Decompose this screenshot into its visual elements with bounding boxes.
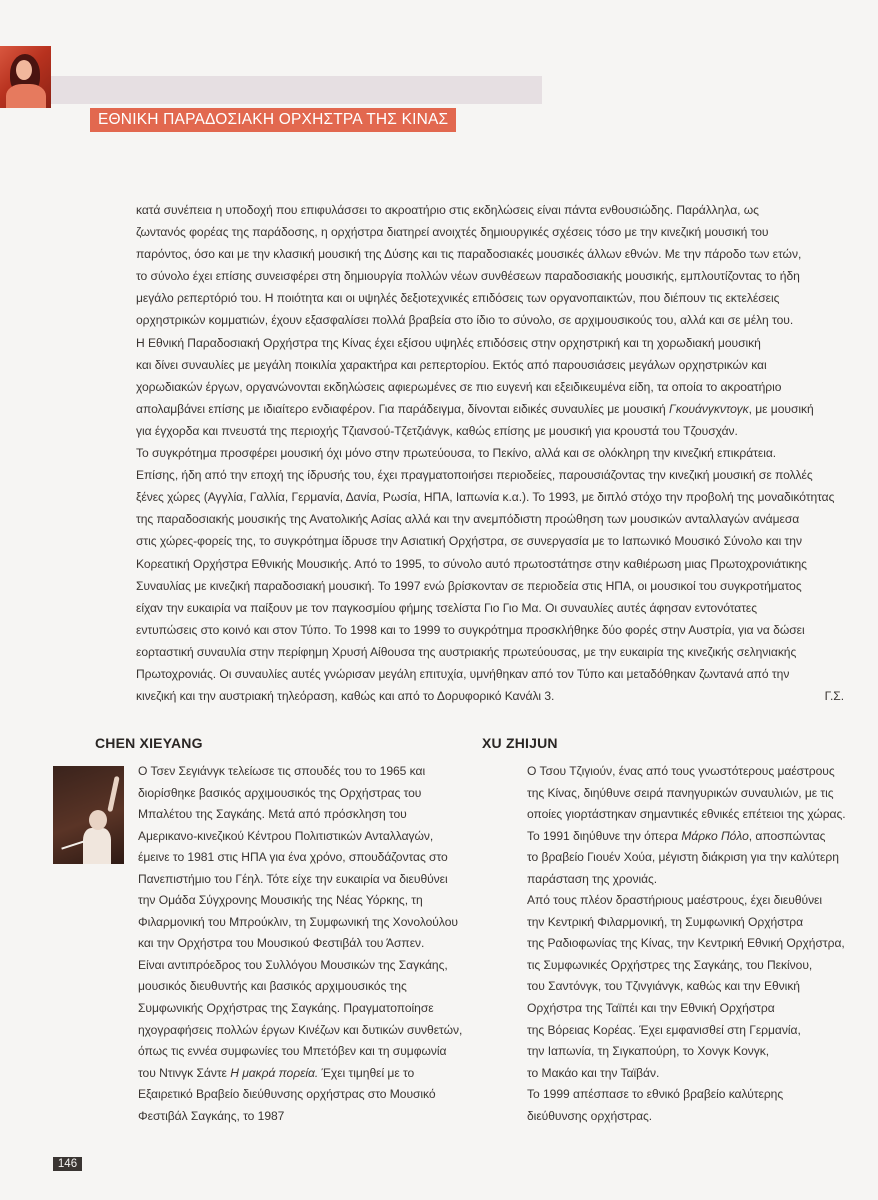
text-line: Η Εθνική Παραδοσιακή Ορχήστρα της Κίνας έχει εξίσου υψηλές επιδόσεις στην ορχηστρική και τη χορωδιακή μουσική bbox=[136, 335, 761, 350]
text-line bbox=[136, 398, 844, 420]
text-line: εορταστική συναυλία στην περίφημη Χρυσή Αίθουσα της αυστριακής πρωτεύουσας, με την ευκαιρία της κινεζικής σεληνιακής bbox=[136, 644, 797, 659]
text-line: την Κεντρική Φιλαρμονική, τη Συμφωνική Ορχήστρα bbox=[527, 914, 804, 929]
text-line: ξένες χώρες (Αγγλία, Γαλλία, Γερμανία, Δανία, Ρωσία, ΗΠΑ, Ιαπωνία κ.α.). Το 1993, με διπλό στόχο την προβολή της μοναδικότητας bbox=[136, 490, 835, 505]
text-line: μεγάλο ρεπερτόριό του. Η ποιότητα και οι υψηλές δεξιοτεχνικές επιδόσεις των οργανοπαικτών, που διέπουν τις εκτελέσεις bbox=[136, 291, 780, 306]
text-line: Μπαλέτου της Σαγκάης. Μετά από πρόσκληση του bbox=[138, 807, 407, 822]
text-segment: απολαμβάνει επίσης με ιδιαίτερο ενδιαφέρον. Για παράδειγμα, δίνονται ειδικές συναυλίες με μουσική bbox=[136, 401, 670, 416]
text-line: Ο Τσεν Σεγιάνγκ τελείωσε τις σπουδές του το 1965 και bbox=[138, 764, 426, 778]
text-line: ζωντανός φορέας της παράδοσης, η ορχήστρα διατηρεί ανοιχτές δημιουργικές σχέσεις τόσο με την κινεζική μουσική του bbox=[136, 225, 769, 240]
text-line: στις χώρες-φορείς της, το συγκρότημα ίδρυσε την Ασιατική Ορχήστρα, σε συνεργασία με το Ιαπωνικό Μουσικό Σύνολο και την bbox=[136, 534, 802, 549]
text-line: την Ομάδα Σύγχρονης Μουσικής της Νέας Υόρκης, τη bbox=[138, 893, 423, 908]
section-title: ΕΘΝΙΚΗ ΠΑΡΑΔΟΣΙΑΚΗ ΟΡΧΗΣΤΡΑ ΤΗΣ ΚΙΝΑΣ bbox=[90, 108, 456, 132]
text-line: της παραδοσιακής μουσικής της Ανατολικής Ασίας αλλά και την ανεμπόδιστη προώθηση των μουσικών ανταλλαγών ανάμεσα bbox=[136, 512, 800, 527]
text-italic: Γκουάνγκντογκ bbox=[669, 401, 749, 416]
text-line: χορωδιακών έργων, οργανώνονται εκδηλώσεις αφιερωμένες σε πιο ευγενή και εξειδικευμένα είδη, τα οποία το ακροατήριο bbox=[136, 379, 782, 394]
text-line: Ο Τσου Τζιγιούν, ένας από τους γνωστότερους μαέστρους bbox=[527, 764, 835, 778]
text-line: ορχηστρικών κομματιών, έχουν εξασφαλίσει πολλά βραβεία στο ίδιο το σύνολο, σε αρχιμουσικούς του, αλλά και σε μέλη του. bbox=[136, 313, 794, 328]
text-line: Εξαιρετικό Βραβείο διεύθυνσης ορχήστρας στο Μουσικό bbox=[138, 1087, 436, 1102]
text-line: είχαν την ευκαιρία να παίξουν με τον παγκοσμίου φήμης τσελίστα Γιο Γιο Μα. Οι συναυλίες αυτές άφησαν εντονότατες bbox=[136, 600, 758, 615]
text-italic: Η μακρά πορεία. bbox=[230, 1065, 319, 1080]
text-line bbox=[527, 826, 846, 848]
text-segment: του Ντινγκ Σάντε bbox=[138, 1065, 231, 1080]
text-line: την Ιαπωνία, τη Σιγκαπούρη, το Χονγκ Κονγκ, bbox=[527, 1044, 770, 1059]
conductor-photo bbox=[53, 766, 124, 864]
text-line: Από τους πλέον δραστήριους μαέστρους, έχει διευθύνει bbox=[527, 893, 823, 908]
text-line: μουσικός διευθυντής και βασικός αρχιμουσικός της bbox=[138, 979, 407, 994]
text-line: το βραβείο Γιουέν Χούα, μέγιστη διάκριση για την καλύτερη bbox=[527, 850, 839, 865]
text-line: κατά συνέπεια η υποδοχή που επιφυλάσσει το ακροατήριο στις εκδηλώσεις είναι πάντα ενθουσιώδης. Παράλληλα, ως bbox=[136, 203, 759, 217]
text-line: Κορεατική Ορχήστρα Εθνικής Μουσικής. Από το 1995, το σύνολο αυτό πρωτοστάτησε στην καθιέρωση μιας Πρωτοχρονιάτικης bbox=[136, 556, 807, 571]
text-segment: Έχει τιμηθεί με το bbox=[318, 1065, 415, 1080]
text-line: Το συγκρότημα προσφέρει μουσική όχι μόνο στην πρωτεύουσα, το Πεκίνο, αλλά και σε ολόκληρη την κινεζική επικράτεια. bbox=[136, 446, 777, 461]
text-line: Είναι αντιπρόεδρος του Συλλόγου Μουσικών της Σαγκάης, bbox=[138, 957, 448, 972]
text-line: της Βόρειας Κορέας. Έχει εμφανισθεί στη Γερμανία, bbox=[527, 1022, 801, 1037]
text-line: και την Ορχήστρα του Μουσικού Φεστιβάλ του Άσπεν. bbox=[138, 936, 425, 951]
text-line: Φεστιβάλ Σαγκάης, το 1987 bbox=[138, 1108, 285, 1123]
text-line: Ορχήστρα της Ταϊπέι και την Εθνική Ορχήστρα bbox=[527, 1001, 775, 1016]
text-line: Το 1999 απέσπασε το εθνικό βραβείο καλύτερης bbox=[527, 1087, 784, 1102]
text-line bbox=[138, 1063, 462, 1085]
text-line: τις Συμφωνικές Ορχήστρες της Σαγκάης, του Πεκίνου, bbox=[527, 957, 813, 972]
text-segment: , με μουσική bbox=[748, 401, 814, 416]
right-column-title: XU ZHIJUN bbox=[482, 735, 558, 751]
text-line: Φιλαρμονική του Μπρούκλιν, τη Συμφωνική της Χονολούλου bbox=[138, 914, 458, 929]
text-line: Επίσης, ήδη από την εποχή της ίδρυσής του, έχει πραγματοποιήσει περιοδείες, παρουσιάζοντας την κινεζική μουσική σε πολλές bbox=[136, 468, 813, 483]
text-line: παράσταση της χρονιάς. bbox=[527, 871, 658, 886]
text-line: της Ραδιοφωνίας της Κίνας, την Κεντρική Εθνική Ορχήστρα, bbox=[527, 936, 845, 951]
author-initials: Γ.Σ. bbox=[824, 689, 844, 704]
text-line: ηχογραφήσεις πολλών έργων Κινέζων και δυτικών συνθετών, bbox=[138, 1022, 463, 1037]
text-segment: Το 1991 διηύθυνε την όπερα bbox=[527, 828, 682, 843]
text-line: Πρωτοχρονιάς. Οι συναυλίες αυτές γνώρισαν μεγάλη επιτυχία, υμνήθηκαν από τον Τύπο και μεταδόθηκαν ζωντανά από την bbox=[136, 666, 790, 681]
text-line: το σύνολο έχει επίσης συνεισφέρει στη δημιουργία πολλών νέων συνθέσεων παραδοσιακής μουσικής, εμπλουτίζοντας το ήδη bbox=[136, 269, 800, 284]
text-line: Αμερικανο-κινεζικού Κέντρου Πολιτιστικών Ανταλλαγών, bbox=[138, 828, 434, 843]
text-line: όπως τις εννέα συμφωνίες του Μπετόβεν και τη συμφωνία bbox=[138, 1044, 447, 1059]
text-line: οποίες γιορτάστηκαν σημαντικές εθνικές επέτειοι της χώρας. bbox=[527, 807, 846, 822]
text-line: και δίνει συναυλίες με μεγάλη ποικιλία χαρακτήρα και ρεπερτορίου. Εκτός από παρουσιάσεις μεγάλων ορχηστρικών και bbox=[136, 357, 767, 372]
text-line: Συναυλίας με κινεζική παραδοσιακή μουσική. Το 1997 ενώ βρίσκονταν σε περιοδεία στις ΗΠΑ, οι μουσικοί του συγκροτήματος bbox=[136, 578, 802, 593]
text-line: της Κίνας, διηύθυνε σειρά πανηγυρικών συναυλιών, με τις bbox=[527, 785, 834, 800]
text-line: έμεινε το 1981 στις ΗΠΑ για ένα χρόνο, σπουδάζοντας στο bbox=[138, 850, 448, 865]
text-line: Πανεπιστήμιο του Γέηλ. Τότε είχε την ευκαιρία να διευθύνει bbox=[138, 871, 448, 886]
text-line: διεύθυνσης ορχήστρας. bbox=[527, 1108, 653, 1123]
text-line: παρόντος, όσο και με την κλασική μουσική της Δύσης και τις παραδοσιακές μουσικές άλλων εθνών. Με την πάροδο των ετών, bbox=[136, 247, 802, 262]
left-column-text bbox=[138, 761, 462, 1127]
text-line: το Μακάο και την Ταϊβάν. bbox=[527, 1065, 660, 1080]
left-column-title: CHEN XIEYANG bbox=[95, 735, 203, 751]
text-line bbox=[136, 685, 844, 707]
text-segment: , αποσπώντας bbox=[748, 828, 826, 843]
text-segment: κινεζική και την αυστριακή τηλεόραση, καθώς και από το Δορυφορικό Κανάλι 3. bbox=[136, 689, 555, 704]
article-body bbox=[136, 199, 844, 707]
text-line: διορίσθηκε βασικός αρχιμουσικός της Ορχήστρας του bbox=[138, 785, 422, 800]
header-band bbox=[51, 76, 542, 104]
right-column-text bbox=[527, 761, 846, 1127]
text-line: για έγχορδα και πνευστά της περιοχής Τζιανσού-Τζετζιάνγκ, καθώς επίσης με μουσική για κρουστά του Τζουσχάν. bbox=[136, 423, 738, 438]
page-number: 146 bbox=[53, 1157, 82, 1171]
text-line: Συμφωνικής Ορχήστρας της Σαγκάης. Πραγματοποίησε bbox=[138, 1001, 434, 1016]
header-thumbnail-photo bbox=[0, 46, 51, 108]
text-line: του Σαντόνγκ, του Τζινγιάνγκ, καθώς και την Εθνική bbox=[527, 979, 800, 994]
text-italic: Μάρκο Πόλο bbox=[681, 828, 749, 843]
text-line: εντυπώσεις στο κοινό και στον Τύπο. Το 1998 και το 1999 το συγκρότημα προσκλήθηκε δύο φορές στην Αυστρία, για να δώσει bbox=[136, 622, 805, 637]
